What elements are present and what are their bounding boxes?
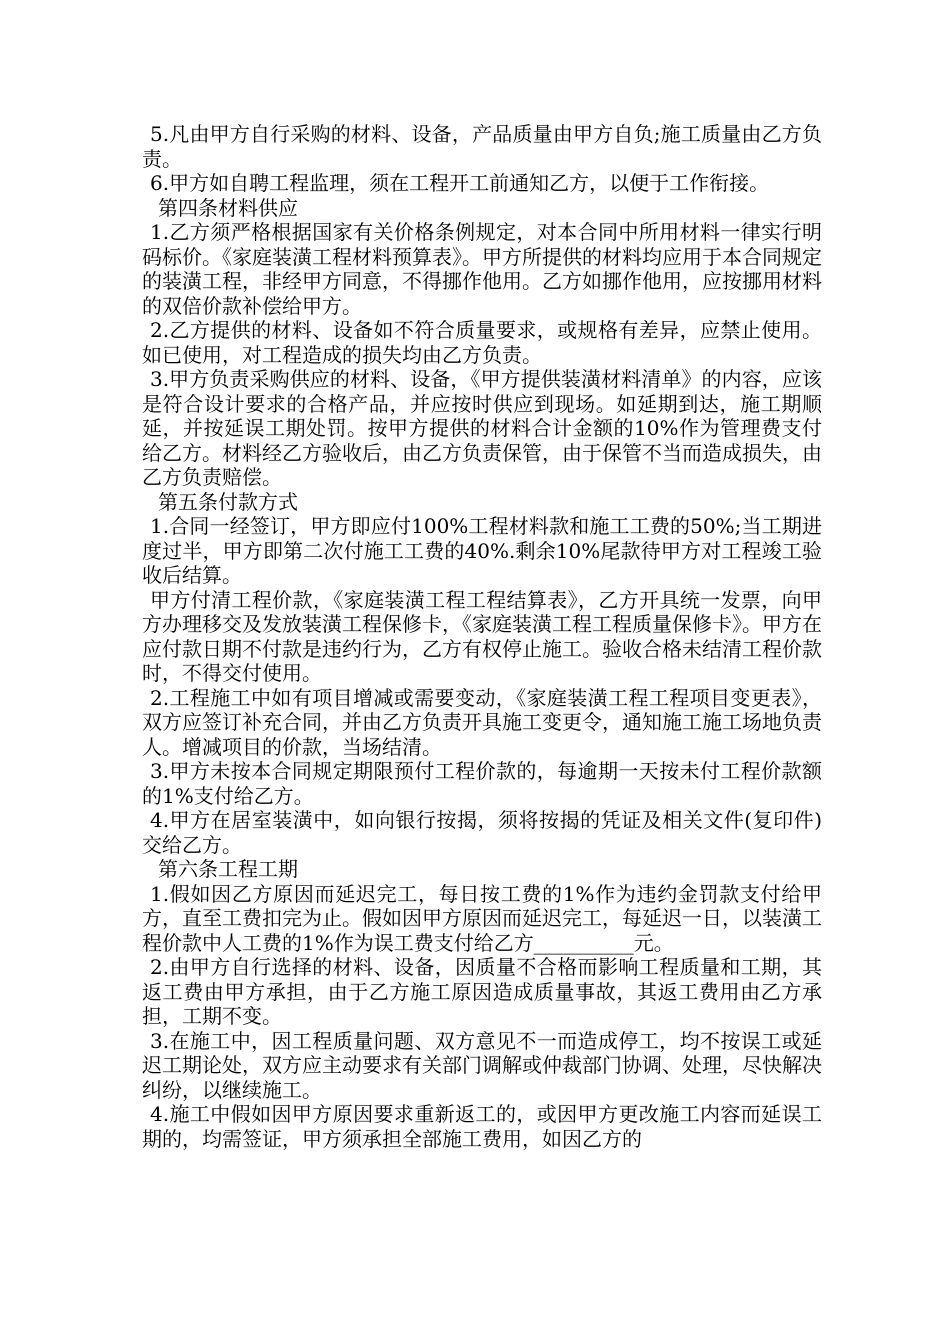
- section-heading-material-supply: 第四条材料供应: [158, 195, 298, 220]
- clause-5-item-3: 3.甲方未按本合同规定期限预付工程价款的，每逾期一天按未付工程价款额的1%支付给乙方。: [142, 759, 822, 808]
- section-heading-construction-period: 第六条工程工期: [158, 857, 298, 881]
- clause-6-item-4: 4.施工中假如因甲方原因要求重新返工的，或因甲方更改施工内容而延误工期的，均需签证，甲方须承担全部施工费用，如因乙方的: [142, 1102, 822, 1151]
- clause-6-item-1: 1.假如因乙方原因而延迟完工，每日按工费的1%作为违约金罚款支付给甲方，直至工费扣完为止。假如因甲方原因而延迟完工，每延迟一日，以装潢工程价款中人工费的1%作为误工费支付给乙方__________元。: [142, 881, 822, 955]
- clause-3-item-5: 5.凡由甲方自行采购的材料、设备，产品质量由甲方自负;施工质量由乙方负责。: [142, 122, 822, 171]
- clause-4-item-1: 1.乙方须严格根据国家有关价格条例规定，对本合同中所用材料一律实行明码标价。《家庭装潢工程材料预算表》。甲方所提供的材料均应用于本合同规定的装潢工程，非经甲方同意，不得挪作他用。乙方如挪作他用，应按挪用材料的双倍价款补偿给甲方。: [142, 220, 822, 318]
- clause-4-item-3: 3.甲方负责采购供应的材料、设备，《甲方提供装潢材料清单》的内容，应该是符合设计要求的合格产品，并应按时供应到现场。如延期到达，施工期顺延，并按延误工期处罚。按甲方提供的材料合计金额的10%作为管理费支付给乙方。材料经乙方验收后，由乙方负责保管，由于保管不当而造成损失，由乙方负责赔偿。: [142, 367, 822, 489]
- clause-5-item-2: 2.工程施工中如有项目增减或需要变动，《家庭装潢工程工程项目变更表》，双方应签订补充合同，并由乙方负责开具施工变更令，通知施工施工场地负责人。增减项目的价款，当场结清。: [142, 685, 822, 759]
- clause-6-item-2: 2.由甲方自行选择的材料、设备，因质量不合格而影响工程质量和工期，其返工费由甲方承担，由于乙方施工原因造成质量事故，其返工费用由乙方承担，工期不变。: [142, 955, 822, 1028]
- clause-5-item-1: 1.合同一经签订，甲方即应付100%工程材料款和施工工费的50%;当工期进度过半，甲方即第二次付施工工费的40%.剩余10%尾款待甲方对工程竣工验收后结算。: [142, 514, 822, 587]
- clause-4-item-2: 2.乙方提供的材料、设备如不符合质量要求，或规格有差异，应禁止使用。如已使用，对工程造成的损失均由乙方负责。: [142, 318, 822, 367]
- clause-5-item-4: 4.甲方在居室装潢中，如向银行按揭，须将按揭的凭证及相关文件(复印件)交给乙方。: [142, 808, 822, 857]
- clause-3-item-6: 6.甲方如自聘工程监理，须在工程开工前通知乙方，以便于工作衔接。: [150, 171, 770, 195]
- clause-5-settlement: 甲方付清工程价款，《家庭装潢工程工程结算表》，乙方开具统一发票，向甲方办理移交及发放装潢工程保修卡，《家庭装潢工程工程质量保修卡》。甲方在应付款日期不付款是违约行为，乙方有权停止施工。验收合格未结清工程价款时，不得交付使用。: [142, 587, 822, 685]
- section-heading-payment-method: 第五条付款方式: [158, 489, 298, 514]
- document-body: [142, 122, 822, 1151]
- clause-6-item-3: 3.在施工中，因工程质量问题、双方意见不一而造成停工，均不按误工或延迟工期论处，双方应主动要求有关部门调解或仲裁部门协调、处理，尽快解决纠纷，以继续施工。: [142, 1028, 822, 1102]
